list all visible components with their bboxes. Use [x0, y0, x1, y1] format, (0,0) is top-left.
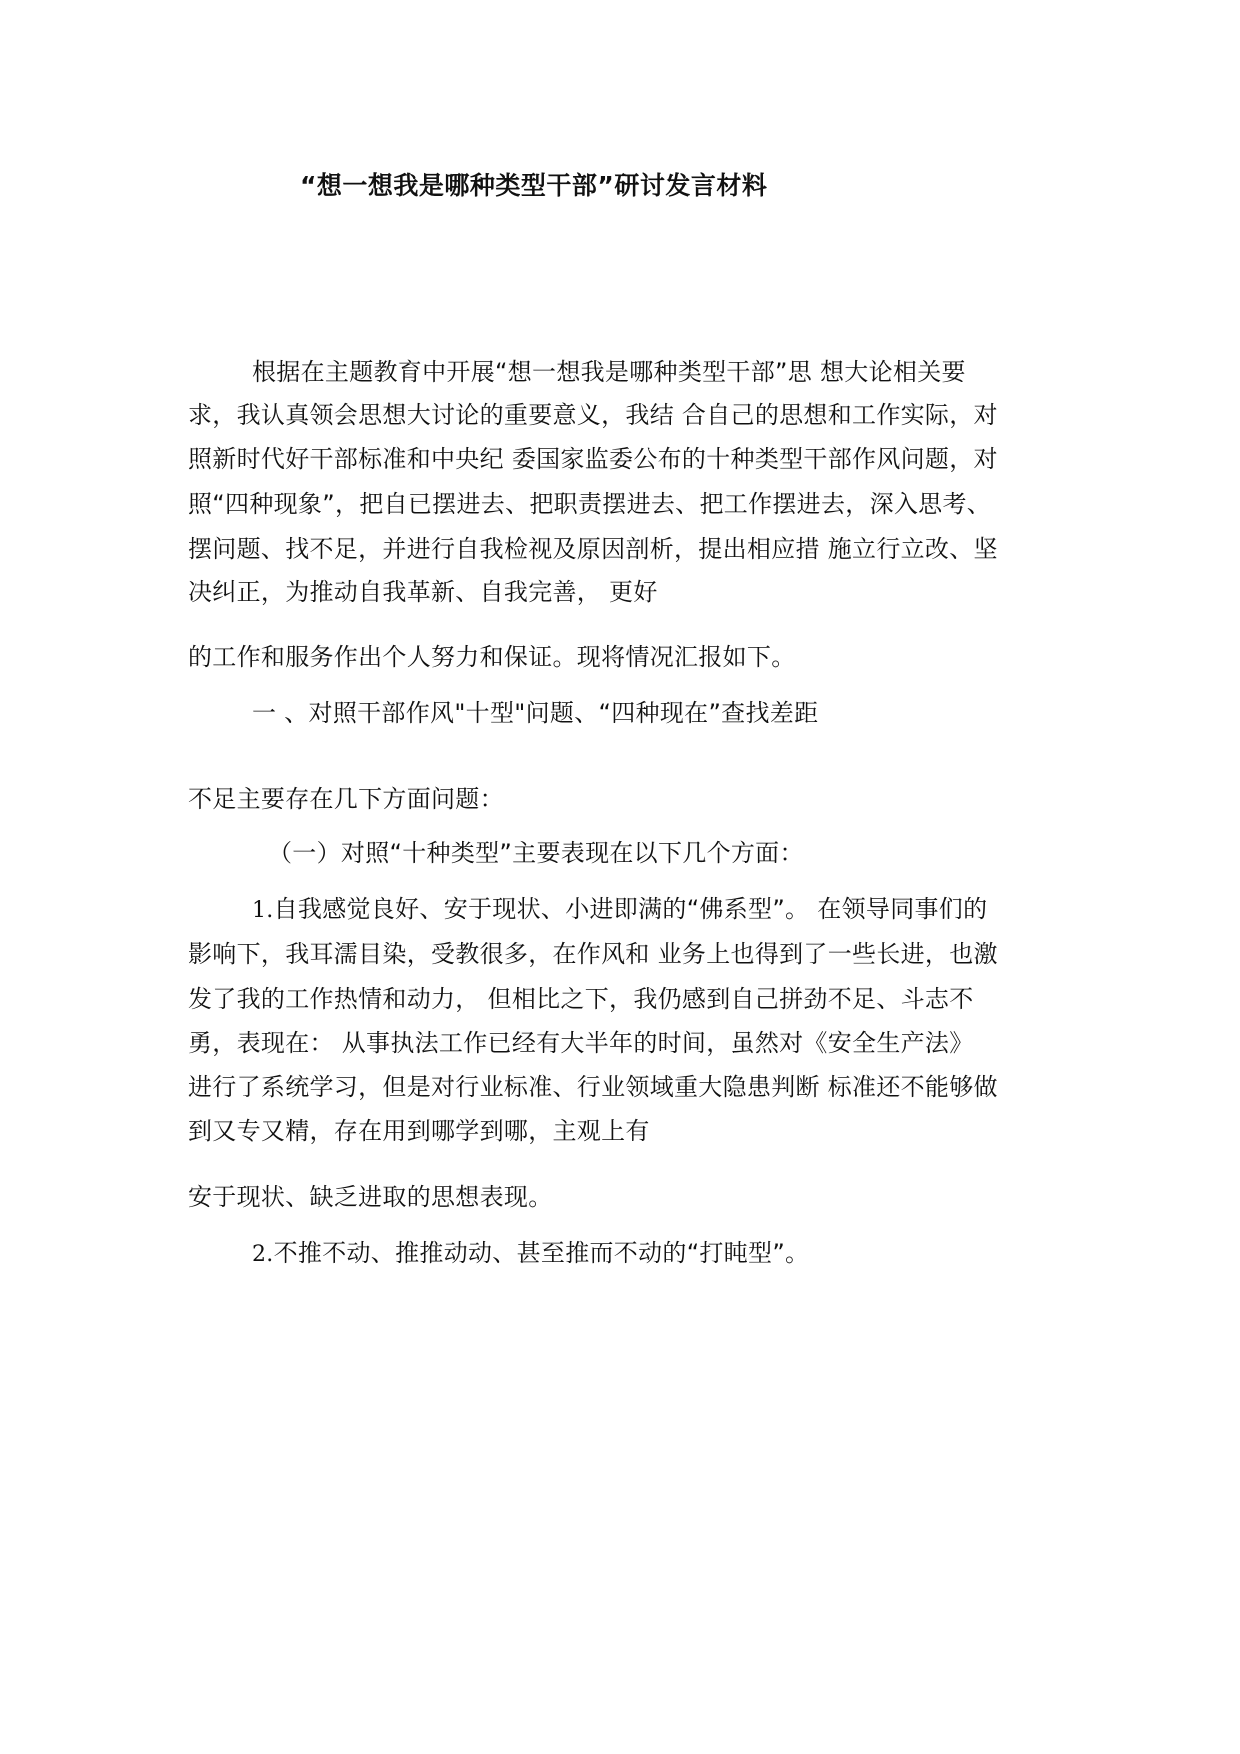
section-heading: 一 、对照干部作风"十型"问题、“四种现在”查找差距 — [252, 699, 819, 727]
document-title: “想一想我是哪种类型干部”研讨发言材料 — [300, 171, 768, 200]
paragraph-line: 进行了系统学习，但是对行业标准、行业领域重大隐患判断 标准还不能够做 — [188, 1073, 998, 1101]
paragraph-line: 的工作和服务作出个人努力和保证。现将情况汇报如下。 — [188, 643, 796, 671]
paragraph-line: 发了我的工作热情和动力， 但相比之下，我仍感到自己拼劲不足、斗志不 — [188, 985, 974, 1013]
paragraph-line: 照新时代好干部标准和中央纪 委国家监委公布的十种类型干部作风问题，对 — [188, 445, 998, 473]
paragraph-line: 不足主要存在几下方面问题： — [188, 785, 504, 813]
item-text: 不推不动、推推动动、甚至推而不动的“打盹型”。 — [273, 1239, 810, 1267]
item-number: 1. — [252, 898, 274, 923]
paragraph-line: 决纠正，为推动自我革新、自我完善， 更好 — [188, 578, 658, 606]
subsection-heading: （一）对照“十种类型”主要表现在以下几个方面： — [268, 839, 804, 867]
item-text: 自我感觉良好、安于现状、小进即满的“佛系型”。 在领导同事们的 — [273, 895, 988, 923]
paragraph-line: 到又专又精，存在用到哪学到哪，主观上有 — [188, 1117, 650, 1145]
item-number: 2. — [252, 1242, 274, 1267]
paragraph-line: 照“四种现象”，把自已摆进去、把职责摆进去、把工作摆进去，深入思考、 — [188, 490, 992, 518]
paragraph-line: 影响下，我耳濡目染，受教很多，在作风和 业务上也得到了一些长进，也激 — [188, 940, 998, 968]
paragraph-line: 求，我认真领会思想大讨论的重要意义，我结 合自己的思想和工作实际，对 — [188, 401, 998, 429]
paragraph-line: 勇，表现在： 从事执法工作已经有大半年的时间，虽然对《安全生产法》 — [188, 1029, 974, 1057]
paragraph-line: 摆问题、找不足，并进行自我检视及原因剖析，提出相应措 施立行立改、坚 — [188, 535, 998, 563]
list-item-1 — [252, 894, 987, 926]
paragraph-line: 安于现状、缺乏进取的思想表现。 — [188, 1183, 553, 1211]
paragraph-line: 根据在主题教育中开展“想一想我是哪种类型干部”思 想大论相关要 — [252, 358, 966, 386]
list-item-2 — [252, 1238, 809, 1270]
